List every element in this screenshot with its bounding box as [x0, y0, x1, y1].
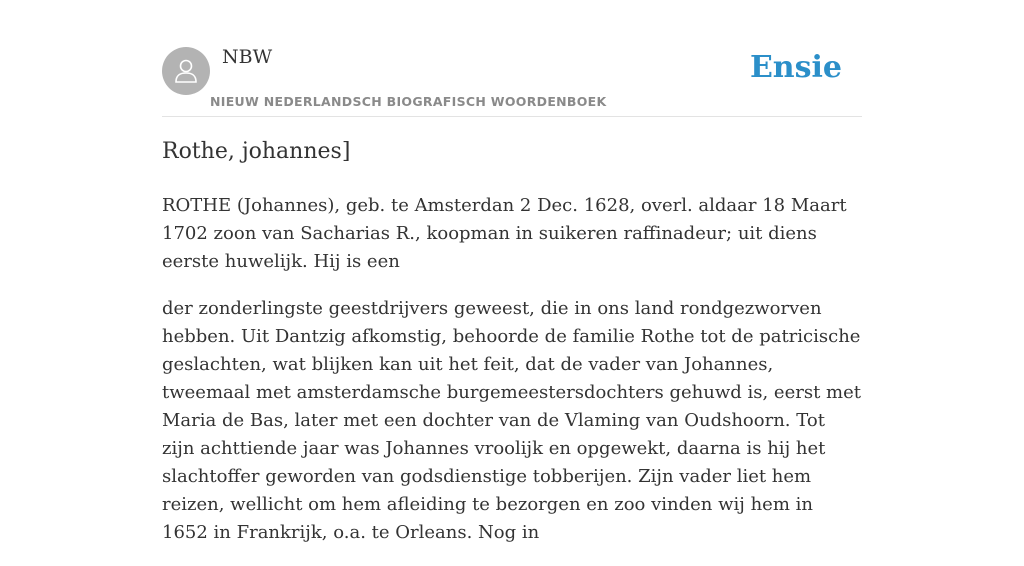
article-paragraph: der zonderlingste geestdrijvers geweest, die in ons land rondgezworven hebben. Uit Dantzig afkomstig, behoorde de familie Rothe tot de patricische geslachten, wat blijken kan uit het feit, dat de vader van Johannes, tweemaal met amsterdamsche burgemeestersdochters gehuwd is, eerst met Maria de Bas, later met een dochter van de Vlaming van Oudshoorn. Tot zijn achttiende jaar was Johannes vroolijk en opgewekt, daarna is hij het slachtoffer geworden van godsdienstige tobberijen. Zijn vader liet hem reizen, wellicht om hem afleiding te bezorgen en zoo vinden wij hem in 1652 in Frankrijk, o.a. te Orleans. Nog in — [162, 298, 861, 543]
user-icon — [171, 56, 201, 86]
ensie-logo[interactable]: Ensie — [749, 50, 842, 85]
article-paragraph: ROTHE (Johannes), geb. te Amsterdan 2 Dec. 1628, overl. aldaar 18 Maart 1702 zoon van Sacharias R., koopman in suikeren raffinadeur; uit diens eerste huwelijk. Hij is een — [162, 195, 847, 272]
article-body — [162, 192, 862, 566]
source-full-name[interactable]: NIEUW NEDERLANDSCH BIOGRAFISCH WOORDENBOEK — [210, 94, 607, 109]
source-avatar[interactable] — [162, 47, 210, 95]
article-title: Rothe, johannes] — [162, 139, 351, 164]
source-abbreviation[interactable]: NBW — [222, 46, 273, 68]
header — [162, 0, 862, 117]
page — [162, 0, 862, 543]
